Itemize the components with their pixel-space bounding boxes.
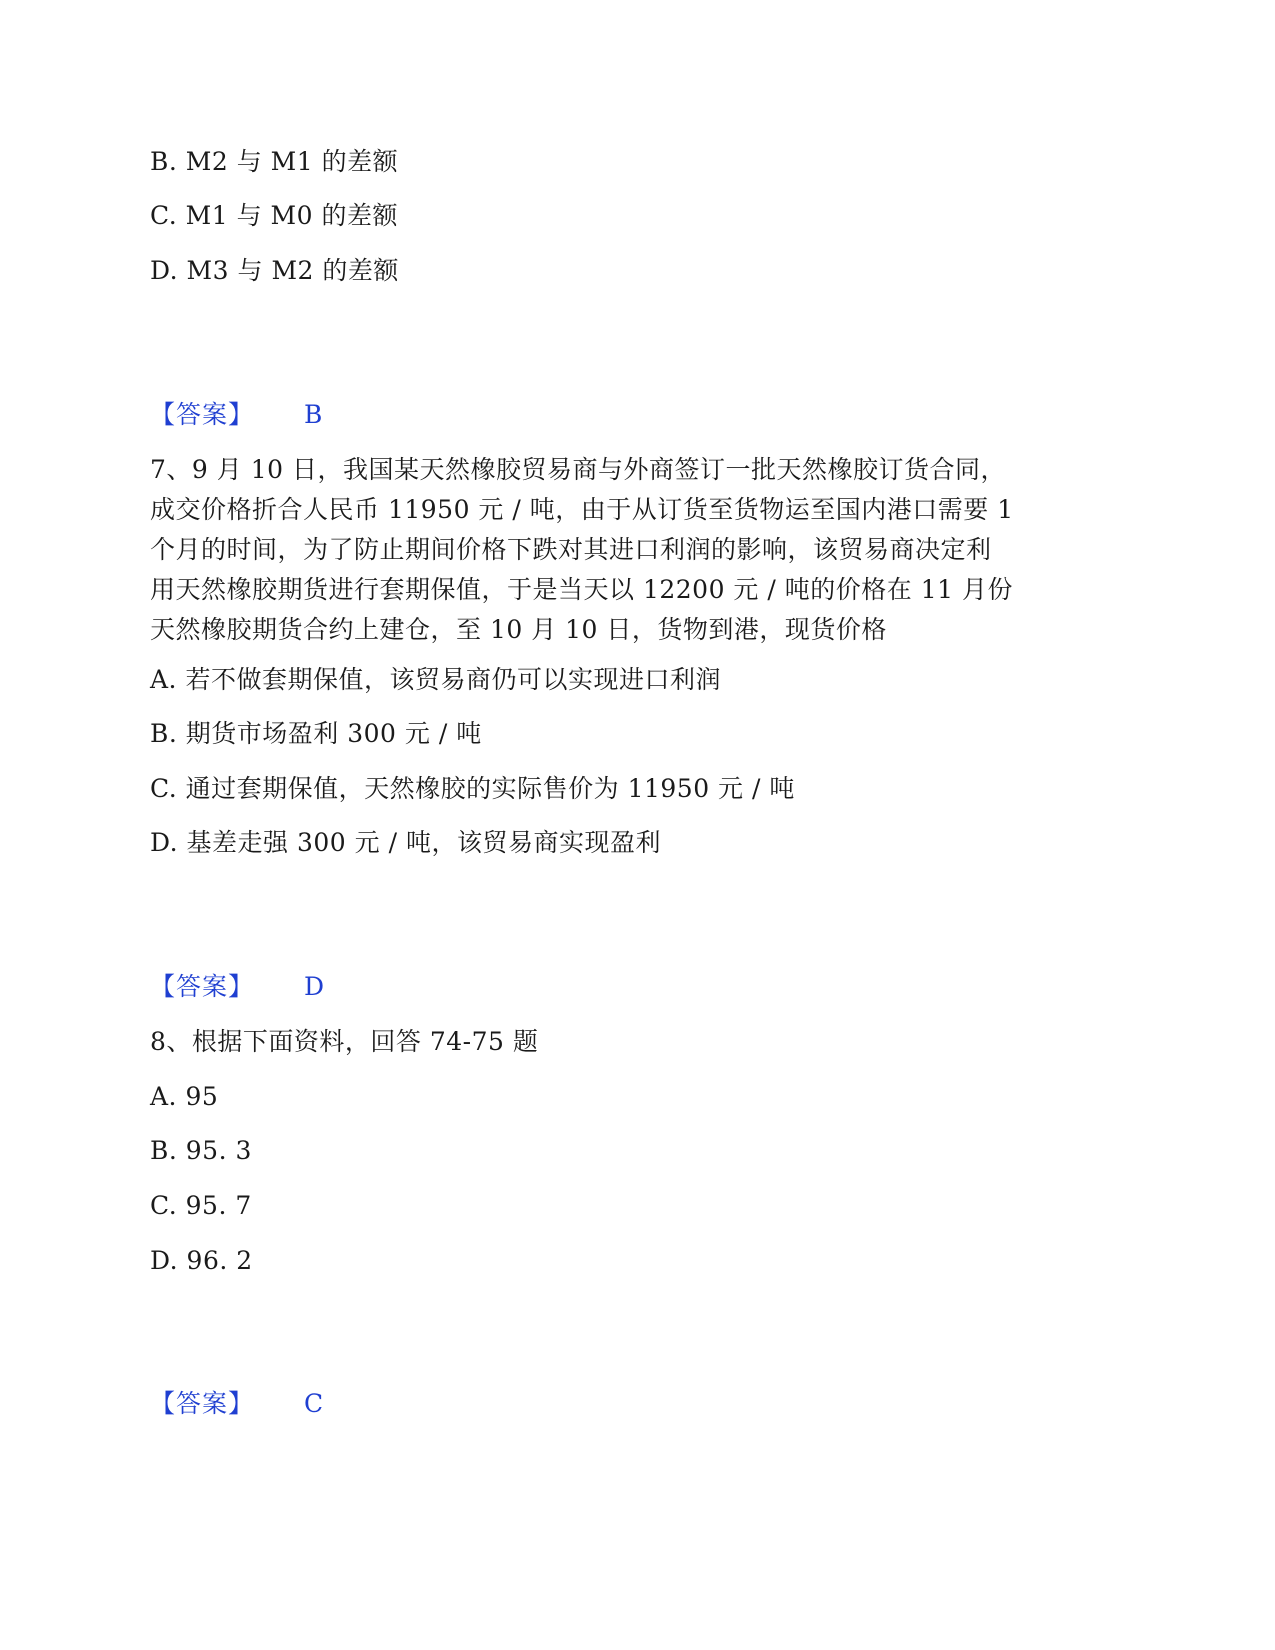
answer-row — [150, 1384, 323, 1424]
answer-value: B — [304, 400, 323, 429]
stem-line: 用天然橡胶期货进行套期保值，于是当天以 12200 元 / 吨的价格在 11 月份 — [150, 575, 1013, 604]
answer-row — [150, 395, 322, 435]
question-8-stem: 8、根据下面资料，回答 74-75 题 — [150, 1027, 539, 1056]
option-d: D. M3 与 M2 的差额 — [150, 256, 399, 285]
stem-line: 7、9 月 10 日，我国某天然橡胶贸易商与外商签订一批天然橡胶订货合同， — [150, 455, 1006, 484]
option-b: B. 95. 3 — [150, 1136, 252, 1165]
question-7-stem — [150, 450, 1130, 650]
answer-value: C — [304, 1389, 324, 1418]
option-b: B. M2 与 M1 的差额 — [150, 147, 399, 176]
answer-tag: 【答案】 — [150, 1389, 255, 1418]
option-d: D. 96. 2 — [150, 1246, 253, 1275]
option-c: C. 95. 7 — [150, 1191, 252, 1220]
stem-line: 成交价格折合人民币 11950 元 / 吨，由于从订货至货物运至国内港口需要 1 — [150, 495, 1014, 524]
option-c: C. 通过套期保值，天然橡胶的实际售价为 11950 元 / 吨 — [150, 774, 795, 803]
option-a: A. 95 — [150, 1082, 219, 1111]
option-a: A. 若不做套期保值，该贸易商仍可以实现进口利润 — [150, 665, 721, 694]
answer-tag: 【答案】 — [150, 400, 255, 429]
option-c: C. M1 与 M0 的差额 — [150, 201, 398, 230]
option-d: D. 基差走强 300 元 / 吨，该贸易商实现盈利 — [150, 828, 661, 857]
stem-line: 天然橡胶期货合约上建仓，至 10 月 10 日，货物到港，现货价格 — [150, 615, 887, 644]
answer-row — [150, 967, 324, 1007]
answer-value: D — [304, 972, 325, 1001]
option-b: B. 期货市场盈利 300 元 / 吨 — [150, 719, 482, 748]
stem-line: 个月的时间，为了防止期间价格下跌对其进口利润的影响，该贸易商决定利 — [150, 535, 992, 564]
answer-tag: 【答案】 — [150, 972, 255, 1001]
